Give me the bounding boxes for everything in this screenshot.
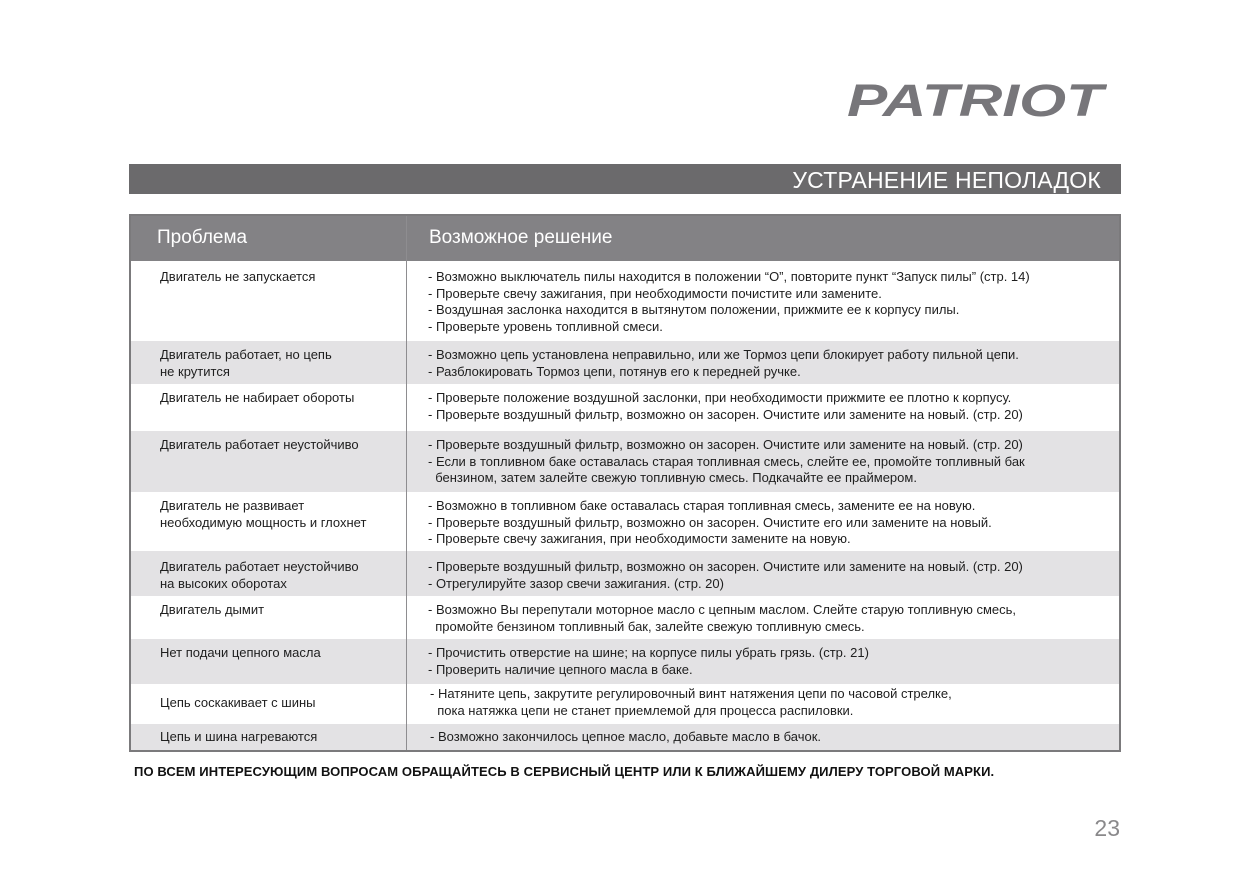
- table-row: [131, 261, 1119, 341]
- section-title: УСТРАНЕНИЕ НЕПОЛАДОК: [792, 167, 1101, 193]
- table-row: [131, 431, 1119, 492]
- table-row: [131, 684, 1119, 724]
- table-header: [131, 216, 1119, 261]
- service-center-note: ПО ВСЕМ ИНТЕРЕСУЮЩИМ ВОПРОСАМ ОБРАЩАЙТЕСЬ В СЕРВИСНЫЙ ЦЕНТР ИЛИ К БЛИЖАЙШЕМУ ДИЛЕРУ ТОРГОВОЙ МАРКИ.: [134, 764, 995, 779]
- problem-cell: Двигатель работает неустойчиво: [160, 437, 359, 452]
- solution-cell: - Возможно закончилось цепное масло, добавьте масло в бачок.: [430, 729, 822, 744]
- patriot-logo: [845, 78, 1107, 122]
- solution-cell: - Прочистить отверстие на шине; на корпусе пилы убрать грязь. (стр. 21) - Проверить наличие цепного масла в баке.: [428, 645, 869, 677]
- problem-cell: Двигатель работает неустойчиво на высоких оборотах: [160, 559, 359, 591]
- problem-cell: Нет подачи цепного масла: [160, 645, 321, 660]
- logo-text: PATRIOT: [847, 78, 1107, 122]
- column-header-solution: Возможное решение: [429, 227, 613, 248]
- table-row: [131, 596, 1119, 639]
- table-row: [131, 341, 1119, 384]
- solution-cell: - Проверьте положение воздушной заслонки, при необходимости прижмите ее плотно к корпусу. - Проверьте воздушный фильтр, возможно он засорен. Очистите или замените на новый. (стр. 20): [428, 390, 1023, 422]
- solution-cell: - Возможно выключатель пилы находится в положении “О”, повторите пункт “Запуск пилы” (стр. 14) - Проверьте свечу зажигания, при необходимости почистите или замените. - Воздушная заслонка находится в вытянутом положении, прижмите ее к корпусу пилы. - Проверьте уровень топливной смеси.: [428, 269, 1030, 334]
- problem-cell: Двигатель не запускается: [160, 269, 316, 284]
- section-header-bar: [129, 164, 1121, 194]
- solution-cell: - Возможно цепь установлена неправильно, или же Тормоз цепи блокирует работу пильной цепи. - Разблокировать Тормоз цепи, потянув его к передней ручке.: [428, 347, 1019, 379]
- solution-cell: - Проверьте воздушный фильтр, возможно он засорен. Очистите или замените на новый. (стр. 20) - Если в топливном баке оставалась старая топливная смесь, слейте ее, промойте топливный бак бензином, затем залейте свежую топливную смесь. Подкачайте ее праймером.: [428, 437, 1025, 485]
- problem-cell: Двигатель работает, но цепь не крутится: [160, 347, 332, 379]
- problem-cell: Двигатель дымит: [160, 602, 265, 617]
- table-row: [131, 724, 1119, 750]
- problem-cell: Двигатель не набирает обороты: [160, 390, 355, 405]
- table-row: [131, 639, 1119, 684]
- table-row: [131, 384, 1119, 431]
- solution-cell: - Возможно Вы перепутали моторное масло с цепным маслом. Слейте старую топливную смесь, промойте бензином топливный бак, залейте свежую топливную смесь.: [428, 602, 1016, 634]
- problem-cell: Цепь и шина нагреваются: [160, 729, 318, 744]
- solution-cell: - Проверьте воздушный фильтр, возможно он засорен. Очистите или замените на новый. (стр. 20) - Отрегулируйте зазор свечи зажигания. (стр. 20): [428, 559, 1023, 591]
- logo-graphic: [845, 78, 1107, 122]
- solution-cell: - Натяните цепь, закрутите регулировочный винт натяжения цепи по часовой стрелке, пока натяжка цепи не станет приемлемой для процесса распиловки.: [430, 686, 952, 718]
- problem-cell: Цепь соскакивает с шины: [160, 695, 316, 710]
- column-divider: [406, 216, 407, 750]
- column-header-problem: Проблема: [157, 227, 248, 248]
- page-number: 23: [1094, 815, 1120, 841]
- solution-cell: - Возможно в топливном баке оставалась старая топливная смесь, замените ее на новую. - Проверьте воздушный фильтр, возможно он засорен. Очистите его или замените на новый. - Проверьте свечу зажигания, при необходимости замените на новую.: [428, 498, 992, 546]
- table-row: [131, 551, 1119, 596]
- table-row: [131, 492, 1119, 551]
- troubleshooting-table: [129, 214, 1121, 752]
- problem-cell: Двигатель не развивает необходимую мощность и глохнет: [160, 498, 367, 530]
